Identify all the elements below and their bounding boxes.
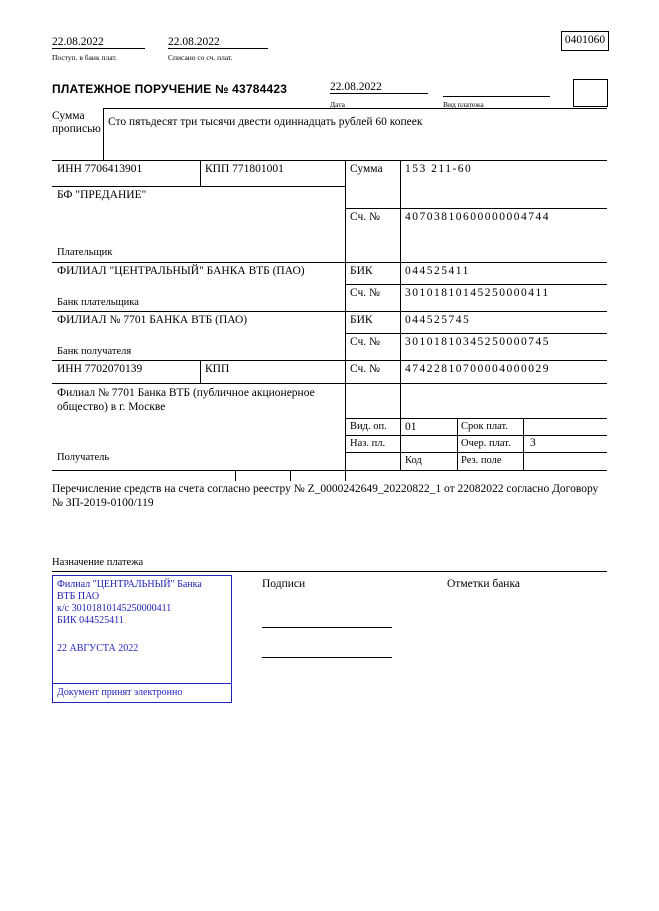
document-date-label: Дата <box>330 100 345 109</box>
payee-bank-row-border <box>52 360 607 361</box>
stamp-corr-account: к/с 30101810145250000411 <box>57 603 172 614</box>
srok-plat-label: Срок плат. <box>461 421 508 432</box>
payee-inn-kpp-divider <box>200 360 201 383</box>
payee-name: Филиал № 7701 Банка ВТБ (публичное акционерное общество) в г. Москве <box>57 387 315 413</box>
payer-bank-section-label: Банк плательщика <box>57 297 139 308</box>
payee-bank-account: 30101810345250000745 <box>405 336 550 348</box>
table-bottom-border <box>52 470 607 471</box>
sum-account-divider <box>345 208 607 209</box>
payer-bank-bik-divider <box>345 284 607 285</box>
form-code-box: 0401060 <box>561 31 609 51</box>
sum-value: 153 211-60 <box>405 163 473 175</box>
payer-name: БФ "ПРЕДАНИЕ" <box>57 189 147 201</box>
kod-label: Код <box>405 455 422 466</box>
payer-account-label: Сч. № <box>350 211 381 223</box>
document-title: ПЛАТЕЖНОЕ ПОРУЧЕНИЕ № 43784423 <box>52 82 288 96</box>
document-date-field: 22.08.2022 <box>330 81 428 94</box>
payment-type-underline <box>443 81 550 97</box>
purpose-bottom-border <box>52 571 607 572</box>
payment-type-label: Вид платежа <box>443 100 484 109</box>
payer-kpp: КПП 771801001 <box>205 163 284 175</box>
payee-bank-bik: 044525745 <box>405 314 471 326</box>
payee-bank-bik-label: БИК <box>350 314 373 326</box>
naz-pl-row-border <box>345 435 607 436</box>
bottom-tick-3 <box>345 470 346 481</box>
bank-marks-title: Отметки банка <box>447 578 520 590</box>
amount-box-top-border <box>103 108 607 109</box>
payer-inn-kpp-divider <box>200 160 201 186</box>
debited-from-account-label: Списано со сч. плат. <box>168 53 233 62</box>
srok-column-divider <box>457 418 458 470</box>
received-in-bank-date: 22.08.2022 <box>52 36 145 49</box>
payee-bank-bik-divider <box>345 333 607 334</box>
ocher-plat-value: 3 <box>530 437 536 449</box>
amount-words-label: Сумма прописью <box>52 110 101 135</box>
payer-bank-account-label: Сч. № <box>350 287 381 299</box>
payer-bank-account: 30101810145250000411 <box>405 287 550 299</box>
value-column-divider <box>400 160 401 470</box>
vid-op-value: 01 <box>405 421 417 433</box>
purpose-label: Назначение платежа <box>52 557 144 568</box>
payee-inn-row-border <box>52 383 607 384</box>
naz-pl-label: Наз. пл. <box>350 438 386 449</box>
payee-account-label: Сч. № <box>350 363 381 375</box>
bottom-tick-1 <box>235 470 236 481</box>
payer-bank-name: ФИЛИАЛ "ЦЕНТРАЛЬНЫЙ" БАНКА ВТБ (ПАО) <box>57 265 305 277</box>
payment-kind-box <box>573 79 608 107</box>
stamp-bik: БИК 044525411 <box>57 615 124 626</box>
payee-bank-section-label: Банк получателя <box>57 346 132 357</box>
stamp-bank-name-line1: Филиал "ЦЕНТРАЛЬНЫЙ" Банка <box>57 579 202 590</box>
debited-from-account-date: 22.08.2022 <box>168 36 268 49</box>
received-in-bank-label: Поступ. в банк плат. <box>52 53 117 62</box>
rez-pole-label: Рез. поле <box>461 455 502 466</box>
payer-section-label: Плательщик <box>57 247 113 258</box>
payee-kpp-label: КПП <box>205 363 230 375</box>
ocher-value-divider <box>523 418 524 470</box>
payee-account: 47422810700004000029 <box>405 363 550 375</box>
signature-line-1 <box>262 627 392 628</box>
purpose-text: Перечисление средств на счета согласно реестру № Z_0000242649_20220822_1 от 22082022 согласно Договору № ЗП-2019-0100/119 <box>52 483 599 509</box>
amount-box-left-border <box>103 108 104 160</box>
signatures-title: Подписи <box>262 578 306 590</box>
bank-electronic-stamp <box>52 575 232 703</box>
sum-label: Сумма <box>350 163 383 175</box>
stamp-note: Документ принят электронно <box>53 683 231 702</box>
payer-inn: ИНН 7706413901 <box>57 163 143 175</box>
vid-op-row-border <box>345 418 607 419</box>
table-top-border <box>52 160 607 161</box>
payer-bank-row-border <box>52 311 607 312</box>
vid-op-label: Вид. оп. <box>350 421 387 432</box>
payee-bank-account-label: Сч. № <box>350 336 381 348</box>
stamp-bank-name-line2: ВТБ ПАО <box>57 591 100 602</box>
amount-words-value: Сто пятьдесят три тысячи двести одиннадцать рублей 60 копеек <box>108 116 423 128</box>
payer-bank-bik: 044525411 <box>405 265 470 277</box>
ocher-plat-label: Очер. плат. <box>461 438 511 449</box>
payer-account: 40703810600000004744 <box>405 211 550 223</box>
bottom-tick-2 <box>290 470 291 481</box>
stamp-body <box>53 576 231 658</box>
main-column-divider <box>345 160 346 470</box>
payee-section-label: Получатель <box>57 452 110 463</box>
payer-row-border <box>52 262 607 263</box>
signature-line-2 <box>262 657 392 658</box>
payee-inn: ИНН 7702070139 <box>57 363 143 375</box>
stamp-date: 22 АВГУСТА 2022 <box>57 643 139 654</box>
payer-bank-bik-label: БИК <box>350 265 373 277</box>
kod-row-border <box>345 452 607 453</box>
payer-inn-row-border <box>52 186 345 187</box>
payee-bank-name: ФИЛИАЛ № 7701 БАНКА ВТБ (ПАО) <box>57 314 248 326</box>
